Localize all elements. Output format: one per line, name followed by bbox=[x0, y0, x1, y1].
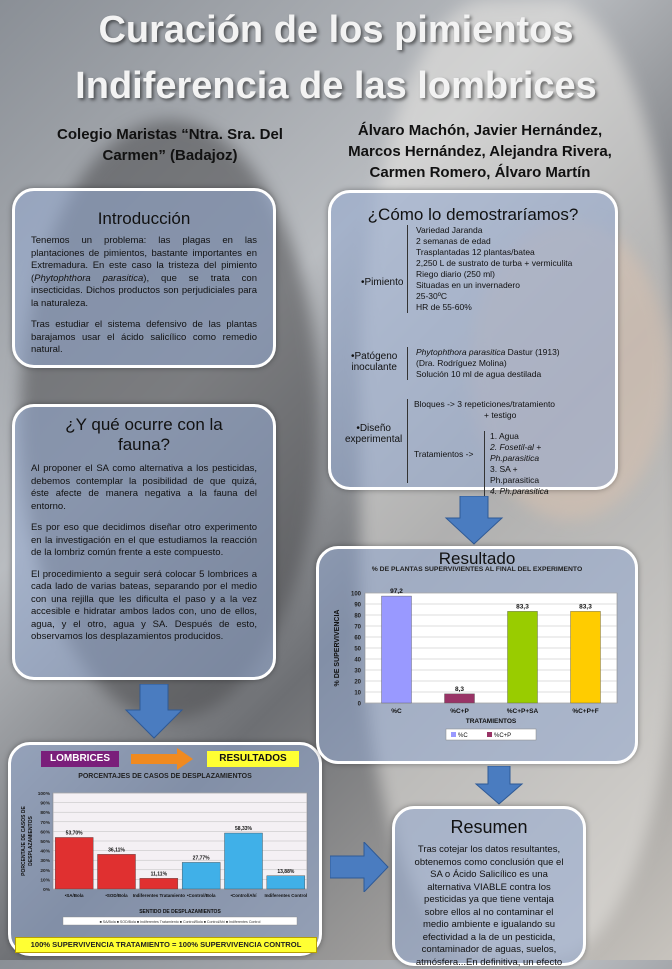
bar bbox=[445, 694, 475, 703]
y-tick-label: 80 bbox=[354, 614, 361, 620]
authors-line1: Álvaro Machón, Javier Hernández, bbox=[330, 120, 630, 141]
school-line2: Carmen” (Badajoz) bbox=[30, 145, 310, 166]
y-tick-label: 20 bbox=[354, 680, 361, 686]
legend-label: %C bbox=[458, 733, 468, 739]
data-label: 58,33% bbox=[235, 826, 253, 832]
lombrices-chart-title: PORCENTAJES DE CASOS DE DESPLAZAMIENTOS bbox=[11, 773, 319, 780]
diseno-details bbox=[407, 399, 555, 483]
resultado-chart-title: % DE PLANTAS SUPERVIVIENTES AL FINAL DEL EXPERIMENTO bbox=[319, 566, 635, 573]
y-tick-label: 20% bbox=[40, 868, 50, 874]
patogeno-line3: Solución 10 ml de agua destilada bbox=[416, 369, 560, 380]
resultados-tag: RESULTADOS bbox=[207, 751, 299, 767]
resumen-box bbox=[392, 806, 586, 966]
y-tick-label: 10 bbox=[354, 691, 361, 697]
data-label: 83,3 bbox=[579, 603, 592, 610]
resumen-line: atmósfera...En definitiva, un efecto bbox=[407, 957, 571, 969]
authors-line2: Marcos Hernández, Alejandra Rivera, bbox=[330, 141, 630, 162]
bloques-line-2: + testigo bbox=[414, 410, 555, 421]
data-label: 8,3 bbox=[455, 686, 464, 693]
resumen-line: SA o Ácido Salicílico es una bbox=[407, 869, 571, 882]
demo-heading: ¿Cómo lo demostraríamos? bbox=[341, 205, 605, 225]
bloques-line: Bloques -> 3 repeticiones/tratamiento bbox=[414, 399, 555, 410]
bar bbox=[98, 854, 136, 889]
y-axis-label: PORCENTAJE DE CASOS DE bbox=[21, 806, 27, 876]
patogeno-details bbox=[407, 347, 560, 380]
arrow-down-icon bbox=[444, 496, 504, 546]
x-tick-label: Indiferentes Tratamiento bbox=[133, 893, 186, 898]
intro-box bbox=[12, 188, 276, 368]
arrow-right-icon bbox=[131, 748, 195, 770]
legend-swatch bbox=[487, 732, 492, 737]
resumen-line: contaminador de aguas, suelos, bbox=[407, 944, 571, 957]
resumen-line: alternativa VIABLE contra los bbox=[407, 882, 571, 895]
resumen-text bbox=[407, 844, 571, 969]
lombrices-box bbox=[8, 742, 322, 956]
x-tick-label: %C bbox=[391, 708, 402, 715]
lombrices-banner: 100% SUPERVIVENCIA TRATAMIENTO = 100% SUPERVIVENCIA CONTROL bbox=[15, 937, 317, 953]
bar bbox=[225, 833, 263, 889]
y-axis-label: % DE SUPERVIVENCIA bbox=[334, 610, 341, 687]
pimiento-line: Riego diario (250 ml) bbox=[416, 269, 572, 280]
y-tick-label: 70% bbox=[40, 820, 50, 826]
intro-heading: Introducción bbox=[31, 209, 257, 229]
data-label: 97,2 bbox=[390, 588, 403, 595]
pimiento-line: HR de 55-60% bbox=[416, 302, 572, 313]
fauna-paragraph-3: El procedimiento a seguir será colocar 5 lombrices a cada lado de varias bateas, separando por el medio con una rejilla que les dificulta el paso y a la vez accesible e hidratar ambos lados con, uno de ellos, agua, y el otro, agua y SA. Después de esto, observamos los desplazamientos producidos. bbox=[31, 569, 257, 644]
tratamientos-label: Tratamientos -> bbox=[414, 449, 473, 460]
x-tick-label: Indiferentes Control bbox=[264, 893, 307, 898]
bar bbox=[267, 876, 305, 889]
school-line1: Colegio Maristas “Ntra. Sra. Del bbox=[30, 124, 310, 145]
resultado-chart bbox=[323, 575, 631, 761]
demo-box bbox=[328, 190, 618, 490]
resumen-line: Tras cotejar los datos resultantes, bbox=[407, 844, 571, 857]
patogeno-label: •Patógeno inoculante bbox=[351, 351, 397, 373]
fauna-paragraph-1: Al proponer el SA como alternativa a los pesticidas, debemos contemplar la posibilidad de que quizá, éste afecte de manera negativa a la fauna del entorno. bbox=[31, 463, 257, 513]
x-tick-label: •SA/Bola bbox=[65, 893, 84, 898]
resumen-line: pesticidas ya que tiene ventaja bbox=[407, 894, 571, 907]
data-label: 11,11% bbox=[151, 871, 168, 877]
poster-title-line1: Curación de los pimientos bbox=[0, 8, 672, 52]
y-tick-label: 0% bbox=[43, 887, 51, 893]
y-tick-label: 30% bbox=[40, 858, 50, 864]
bar bbox=[571, 611, 601, 703]
tratamientos-list bbox=[484, 431, 555, 497]
data-label: 36,11% bbox=[108, 847, 125, 853]
data-label: 83,3 bbox=[516, 603, 529, 610]
pimiento-line: 25-30ºC bbox=[416, 291, 572, 302]
pimiento-details bbox=[407, 225, 572, 313]
y-tick-label: 30 bbox=[354, 669, 361, 675]
patogeno-line2: (Dra. Rodríguez Molina) bbox=[416, 358, 560, 369]
x-tick-label: %C+P+F bbox=[572, 708, 598, 715]
school-name bbox=[30, 124, 310, 166]
tratamiento-1: 1. Agua bbox=[490, 431, 555, 442]
legend-label: ■ SA/Bola ■ SOD/Bola ■ Indiferentes Tratamiento ■ Control/Bola ■ Control/Ahí ■ Indiferentes Control bbox=[100, 920, 261, 924]
intro-paragraph-2: Tras estudiar el sistema defensivo de las plantas barajamos usar el ácido salicílico como remedio natural. bbox=[31, 319, 257, 357]
x-axis-label: SENTIDO DE DESPLAZAMIENTOS bbox=[139, 909, 221, 915]
y-tick-label: 40 bbox=[354, 658, 361, 664]
y-tick-label: 90% bbox=[40, 801, 50, 807]
y-tick-label: 60% bbox=[40, 829, 50, 835]
resumen-line: obtenemos como conclusión que el bbox=[407, 857, 571, 870]
y-tick-label: 60 bbox=[354, 636, 361, 642]
resumen-heading: Resumen bbox=[407, 817, 571, 838]
y-tick-label: 50 bbox=[354, 647, 361, 653]
resumen-line: sobre ellos al no contaminar el bbox=[407, 907, 571, 920]
tratamiento-2: 2. Fosetil-al + Ph.parasitica bbox=[490, 442, 555, 464]
fauna-heading-line1: ¿Y qué ocurre con la bbox=[31, 415, 257, 435]
x-tick-label: %C+P+SA bbox=[507, 708, 539, 715]
pimiento-line: 2 semanas de edad bbox=[416, 236, 572, 247]
lombrices-tag: LOMBRICES bbox=[41, 751, 119, 767]
pimiento-label: •Pimiento bbox=[361, 277, 403, 288]
x-tick-label: •Control/Bola bbox=[187, 893, 216, 898]
authors bbox=[330, 120, 630, 183]
y-tick-label: 0 bbox=[358, 702, 362, 708]
bar bbox=[382, 596, 412, 703]
y-tick-label: 100 bbox=[351, 592, 362, 598]
y-axis-label: DESPLAZAMIENTOS bbox=[28, 816, 34, 866]
y-tick-label: 40% bbox=[40, 849, 50, 855]
pimiento-line: Variedad Jaranda bbox=[416, 225, 572, 236]
patogeno-line1: Phytophthora parasitica Dastur (1913) bbox=[416, 347, 560, 358]
x-axis-label: TRATAMIENTOS bbox=[466, 718, 517, 725]
resultado-heading: Resultado bbox=[319, 549, 635, 569]
pimiento-line: Situadas en un invernadero bbox=[416, 280, 572, 291]
pimiento-line: Trasplantadas 12 plantas/batea bbox=[416, 247, 572, 258]
tratamiento-3: 3. SA + Ph.parasitica bbox=[490, 464, 555, 486]
bar bbox=[55, 837, 93, 889]
arrow-right-icon bbox=[330, 842, 390, 892]
fauna-paragraph-2: Es por eso que decidimos diseñar otro experimento en la investigación en el que estudiamos la reacción de la lombriz común frente a este compuesto. bbox=[31, 522, 257, 560]
intro-paragraph-1: Tenemos un problema: las plagas en las plantaciones de pimientos, bastante importantes en Extremadura. En este caso la tristeza del pimiento (Phytophthora parasitica), que se trata con insecticidas. Dichos productos son perjudiciales para la naturaleza. bbox=[31, 235, 257, 310]
data-label: 13,88% bbox=[277, 869, 295, 875]
bar bbox=[508, 611, 538, 703]
y-tick-label: 80% bbox=[40, 810, 50, 816]
y-tick-label: 90 bbox=[354, 603, 361, 609]
arrow-down-icon bbox=[124, 684, 184, 740]
data-label: 53,70% bbox=[66, 830, 84, 836]
x-tick-label: %C+P bbox=[450, 708, 469, 715]
resultado-box bbox=[316, 546, 638, 764]
fauna-heading bbox=[31, 415, 257, 455]
fauna-box bbox=[12, 404, 276, 680]
arrow-down-icon bbox=[474, 766, 524, 806]
poster-title-line2: Indiferencia de las lombrices bbox=[0, 64, 672, 108]
y-tick-label: 50% bbox=[40, 839, 50, 845]
authors-line3: Carmen Romero, Álvaro Martín bbox=[330, 162, 630, 183]
y-tick-label: 70 bbox=[354, 625, 361, 631]
diseno-label: •Diseño experimental bbox=[345, 423, 402, 445]
legend-swatch bbox=[451, 732, 456, 737]
bar bbox=[140, 878, 178, 889]
y-tick-label: 100% bbox=[38, 791, 51, 797]
x-tick-label: •Control/Ahí bbox=[230, 893, 257, 898]
bar bbox=[182, 862, 220, 889]
fauna-heading-line2: fauna? bbox=[31, 435, 257, 455]
resumen-line: medio ambiente e igualando su bbox=[407, 919, 571, 932]
tratamiento-4: 4. Ph.parasitica bbox=[490, 486, 555, 497]
pimiento-line: 2,250 L de sustrato de turba + vermiculita bbox=[416, 258, 572, 269]
y-tick-label: 10% bbox=[40, 877, 50, 883]
resumen-line: efectividad a la de un pesticida, bbox=[407, 932, 571, 945]
lombrices-chart bbox=[15, 785, 315, 935]
x-tick-label: •SOD/Bola bbox=[105, 893, 128, 898]
data-label: 27,77% bbox=[193, 855, 211, 861]
legend-label: %C+P bbox=[494, 733, 511, 739]
